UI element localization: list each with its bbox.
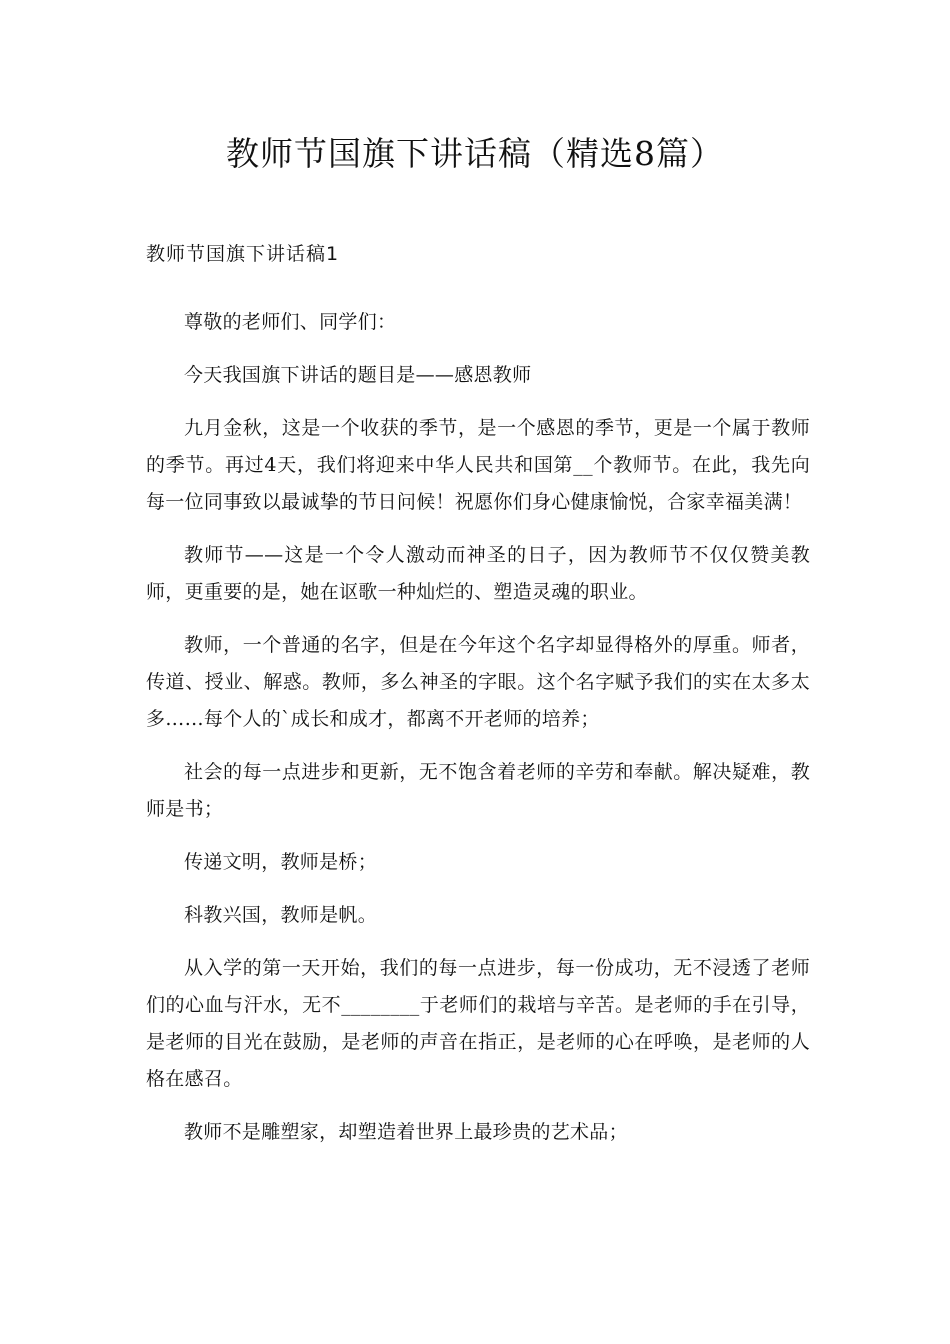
paragraph: 传递文明，教师是桥； bbox=[184, 851, 378, 873]
paragraph: 科教兴国，教师是帆。 bbox=[184, 904, 378, 926]
paragraph: 从入学的第一天开始，我们的每一点进步，每一份成功，无不浸透了老师们的心血与汗水，无不________于老师们的栽培与辛苦。是老师的手在引导，是老师的目光在鼓励，是老师的声音在指正，是老师的心在呼唤，是老师的人格在感召。 bbox=[146, 957, 810, 1090]
paragraph-topic: 今天我国旗下讲话的题目是——感恩教师 bbox=[184, 364, 532, 386]
paragraph: 社会的每一点进步和更新，无不饱含着老师的辛劳和奉献。解决疑难，教师是书； bbox=[146, 761, 810, 820]
paragraph-greeting: 尊敬的老师们、同学们： bbox=[184, 311, 397, 333]
document-title: 教师节国旗下讲话稿（精选8篇） bbox=[226, 134, 724, 173]
paragraph: 教师，一个普通的名字，但是在今年这个名字却显得格外的厚重。师者，传道、授业、解惑。教师，多么神圣的字眼。这个名字赋予我们的实在太多太多……每个人的`成长和成才，都离不开老师的培养； bbox=[146, 634, 810, 730]
section-heading: 教师节国旗下讲话稿1 bbox=[146, 243, 340, 265]
paragraph: 教师不是雕塑家，却塑造着世界上最珍贵的艺术品； bbox=[184, 1121, 628, 1143]
paragraph: 九月金秋，这是一个收获的季节，是一个感恩的季节，更是一个属于教师的季节。再过4天，我们将迎来中华人民共和国第__个教师节。在此，我先向每一位同事致以最诚挚的节日问候！祝愿你们身心健康愉悦，合家幸福美满！ bbox=[146, 417, 810, 513]
paragraph: 教师节——这是一个令人激动而神圣的日子，因为教师节不仅仅赞美教师，更重要的是，她在讴歌一种灿烂的、塑造灵魂的职业。 bbox=[146, 544, 810, 603]
body-text bbox=[146, 304, 810, 1167]
